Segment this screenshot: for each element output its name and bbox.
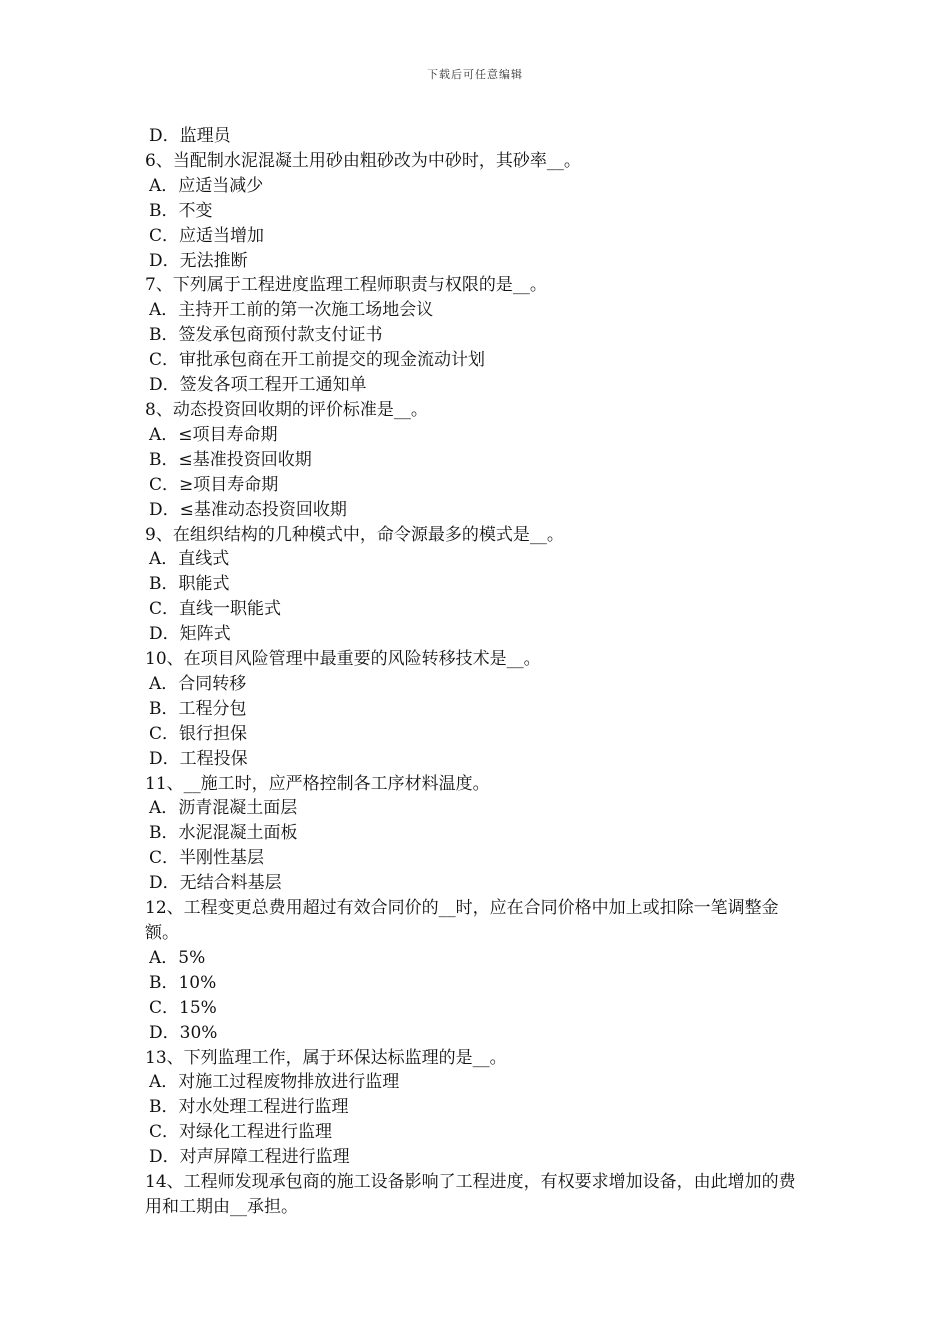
question-line: 14、工程师发现承包商的施工设备影响了工程进度，有权要求增加设备，由此增加的费用和工期由__承担。 [145, 1172, 796, 1217]
question-line: 6、当配制水泥混凝土用砂由粗砂改为中砂时，其砂率__。 [145, 150, 581, 171]
option-line: B．工程分包 [149, 698, 247, 719]
question-line: 9、在组织结构的几种模式中，命令源最多的模式是__。 [145, 524, 564, 545]
option-line: C．15% [149, 997, 217, 1018]
option-line: C．银行担保 [149, 723, 248, 744]
question-line: 11、__施工时，应严格控制各工序材料温度。 [145, 773, 490, 794]
question-line: 8、动态投资回收期的评价标准是__。 [145, 399, 428, 420]
document-body [145, 124, 810, 1220]
option-line: B．对水处理工程进行监理 [149, 1097, 349, 1118]
question-line: 10、在项目风险管理中最重要的风险转移技术是__。 [145, 649, 541, 670]
option-line: C．审批承包商在开工前提交的现金流动计划 [149, 350, 486, 371]
option-line: A．对施工过程废物排放进行监理 [149, 1072, 400, 1093]
question-line: 7、下列属于工程进度监理工程师职责与权限的是__。 [145, 275, 547, 296]
option-line: B．水泥混凝土面板 [149, 823, 298, 844]
option-line: B．不变 [149, 200, 213, 221]
option-line: D．无结合料基层 [149, 873, 282, 894]
option-line: A．沥青混凝土面层 [149, 798, 298, 819]
option-line: A．5% [149, 947, 206, 968]
option-line: C．半刚性基层 [149, 848, 265, 869]
option-line: A．主持开工前的第一次施工场地会议 [149, 300, 434, 321]
option-line: A．合同转移 [149, 673, 247, 694]
option-line: D．≤基准动态投资回收期 [149, 499, 347, 520]
option-line: D．对声屏障工程进行监理 [149, 1147, 350, 1168]
option-line: A．应适当减少 [149, 175, 264, 196]
option-line: A．≤项目寿命期 [149, 424, 278, 445]
question-line: 12、工程变更总费用超过有效合同价的__时，应在合同价格中加上或扣除一笔调整金额。 [145, 898, 779, 943]
option-line: B．签发承包商预付款支付证书 [149, 325, 383, 346]
option-line: D．无法推断 [149, 250, 248, 271]
option-line: D．矩阵式 [149, 624, 231, 645]
option-line: C．≥项目寿命期 [149, 474, 279, 495]
option-line: B．10% [149, 972, 217, 993]
option-line: D．工程投保 [149, 748, 248, 769]
option-line: D．30% [149, 1022, 218, 1043]
question-line: 13、下列监理工作，属于环保达标监理的是__。 [145, 1047, 507, 1068]
option-line: B．职能式 [149, 574, 230, 595]
option-line: C．应适当增加 [149, 225, 265, 246]
option-line: C．对绿化工程进行监理 [149, 1122, 333, 1143]
option-line: A．直线式 [149, 549, 230, 570]
option-line: C．直线一职能式 [149, 599, 282, 620]
option-line: D．签发各项工程开工通知单 [149, 375, 367, 396]
page-header: 下载后可任意编辑 [427, 68, 523, 81]
option-line: D．监理员 [149, 126, 231, 146]
option-line: B．≤基准投资回收期 [149, 449, 312, 470]
